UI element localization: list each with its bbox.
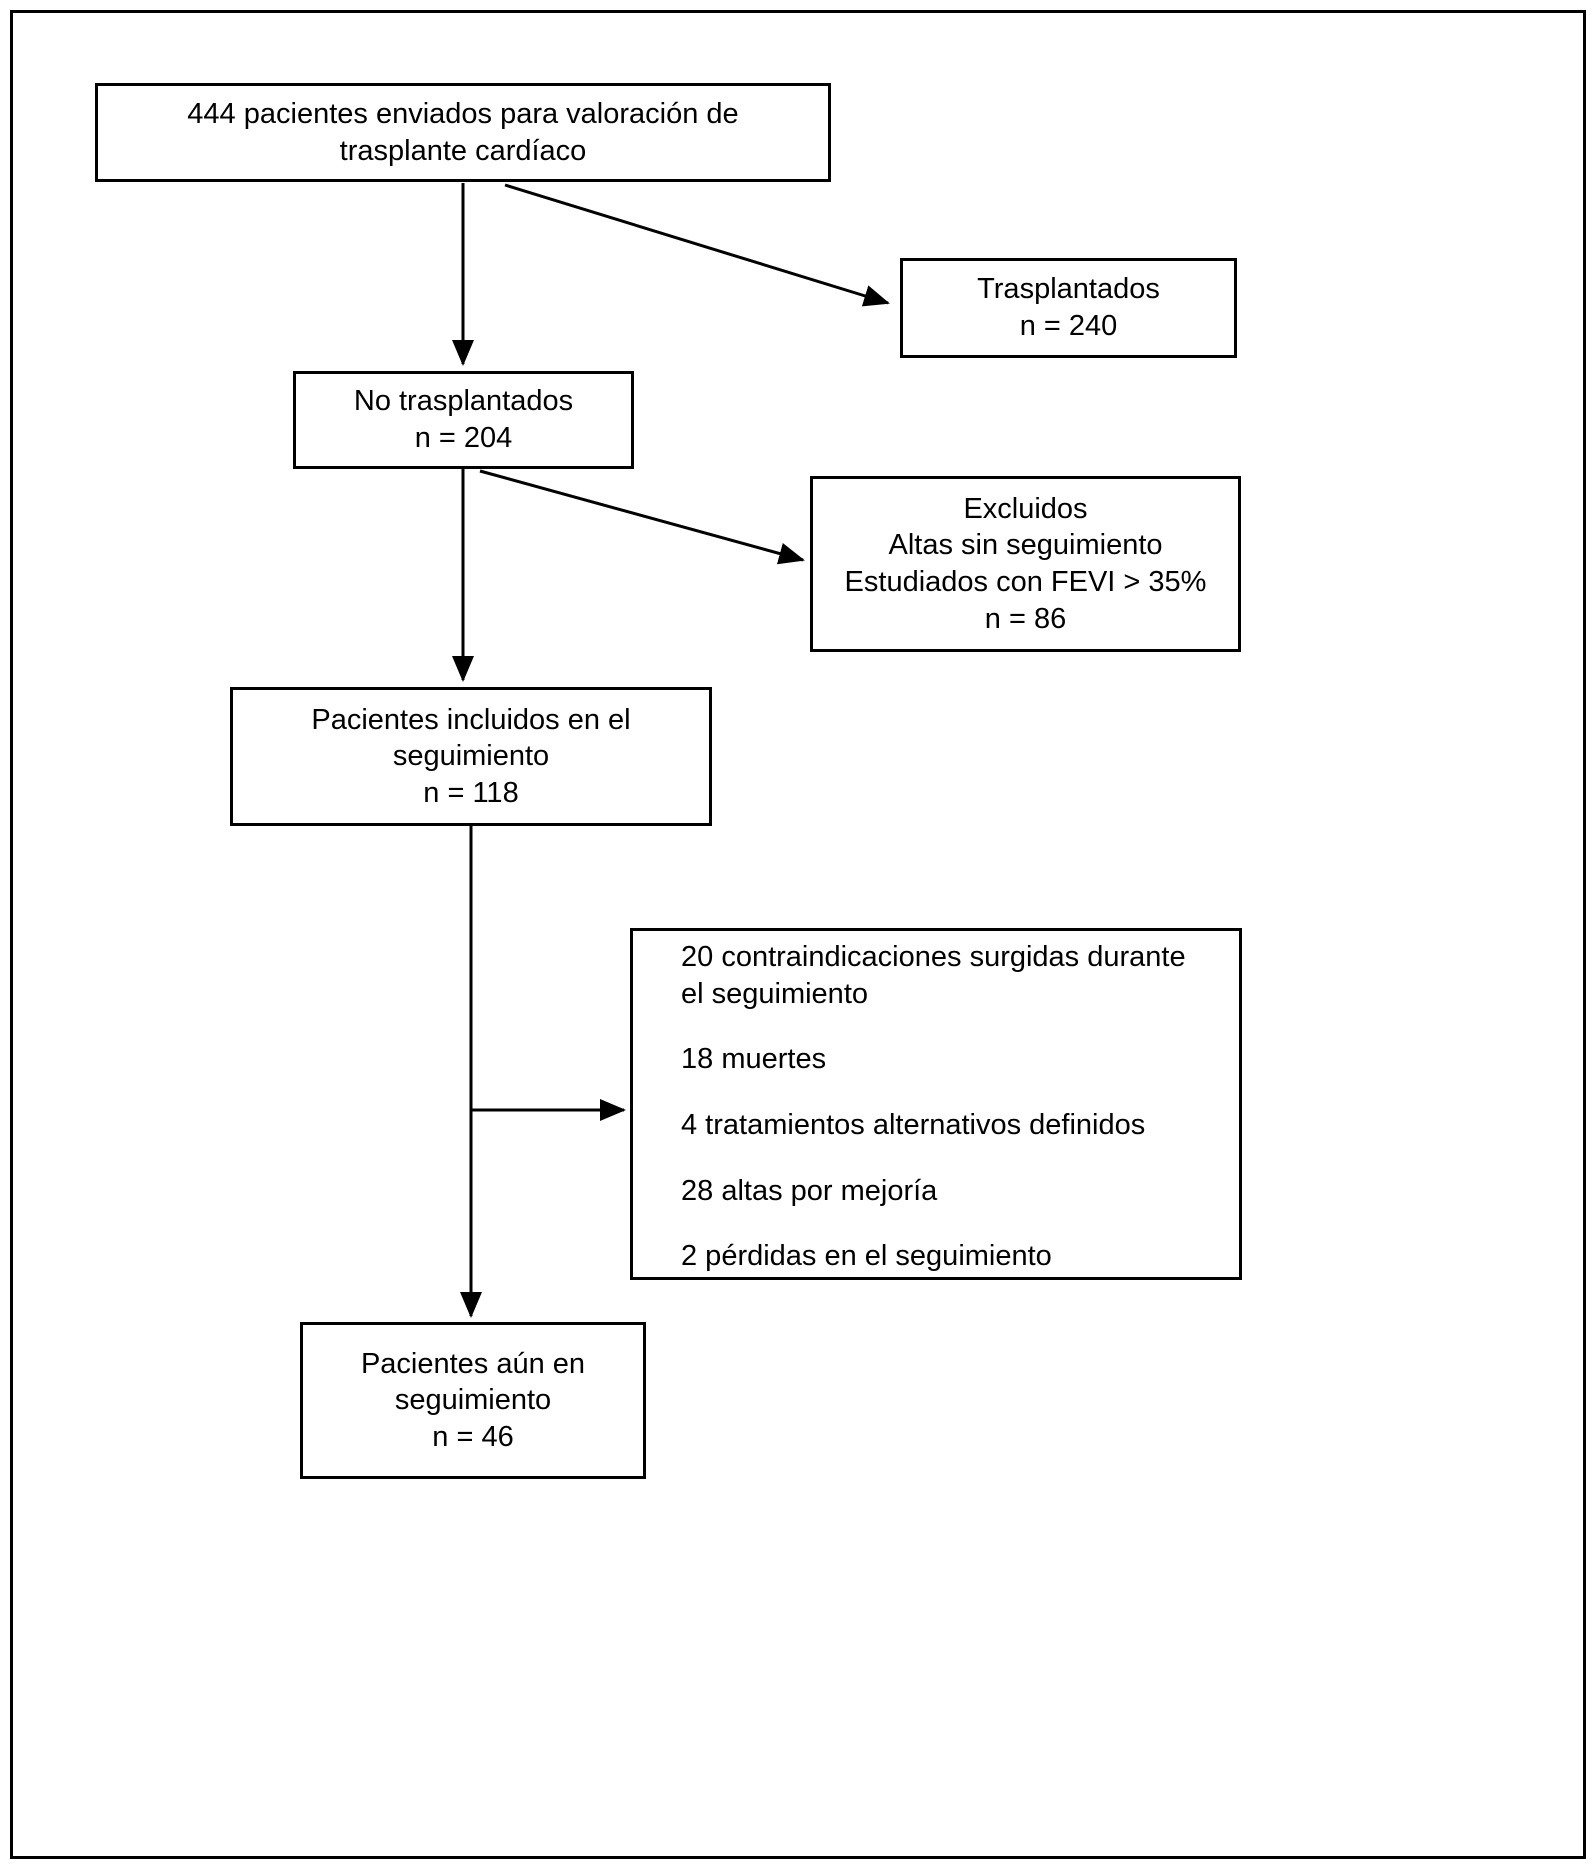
losses-item-deaths: 18 muertes	[681, 1043, 827, 1076]
arrow-referred-to-transplanted	[505, 185, 888, 303]
losses-item-contraindications: 20 contraindicaciones surgidas durante el seguimiento	[681, 941, 1186, 1010]
not-transplanted-label: No trasplantados	[353, 385, 574, 418]
box-not-transplanted	[293, 371, 634, 469]
still-line2: seguimiento	[394, 1384, 552, 1417]
still-count: n = 46	[432, 1420, 514, 1453]
included-count: n = 118	[423, 776, 519, 809]
arrow-not-transplanted-to-excluded	[480, 471, 803, 560]
excluded-reason2: Estudiados con FEVI > 35%	[844, 566, 1207, 598]
box-referred-patients	[95, 83, 831, 182]
transplanted-count: n = 240	[1019, 310, 1118, 342]
losses-item-alternative-treatments: 4 tratamientos alternativos definidos	[681, 1109, 1146, 1141]
box-followup-losses	[630, 928, 1242, 1280]
included-line1: Pacientes incluidos en el	[311, 703, 631, 736]
still-line1: Pacientes aún en	[360, 1347, 586, 1380]
box-still-in-followup	[300, 1322, 646, 1479]
excluded-title: Excluidos	[963, 492, 1088, 525]
referred-line1: 444 pacientes enviados para valoración de	[187, 97, 739, 130]
transplanted-label: Trasplantados	[977, 273, 1160, 306]
excluded-count: n = 86	[984, 602, 1067, 635]
box-excluded	[810, 476, 1241, 652]
included-line2: seguimiento	[392, 740, 550, 773]
losses-item-lost-to-followup: 2 pérdidas en el seguimiento	[681, 1240, 1052, 1273]
box-included-in-followup	[230, 687, 712, 826]
box-transplanted	[900, 258, 1237, 358]
losses-item-discharges: 28 altas por mejoría	[681, 1174, 938, 1207]
not-transplanted-count: n = 204	[414, 422, 513, 454]
excluded-reason1: Altas sin seguimiento	[888, 529, 1163, 562]
referred-line2: trasplante cardíaco	[339, 134, 587, 167]
